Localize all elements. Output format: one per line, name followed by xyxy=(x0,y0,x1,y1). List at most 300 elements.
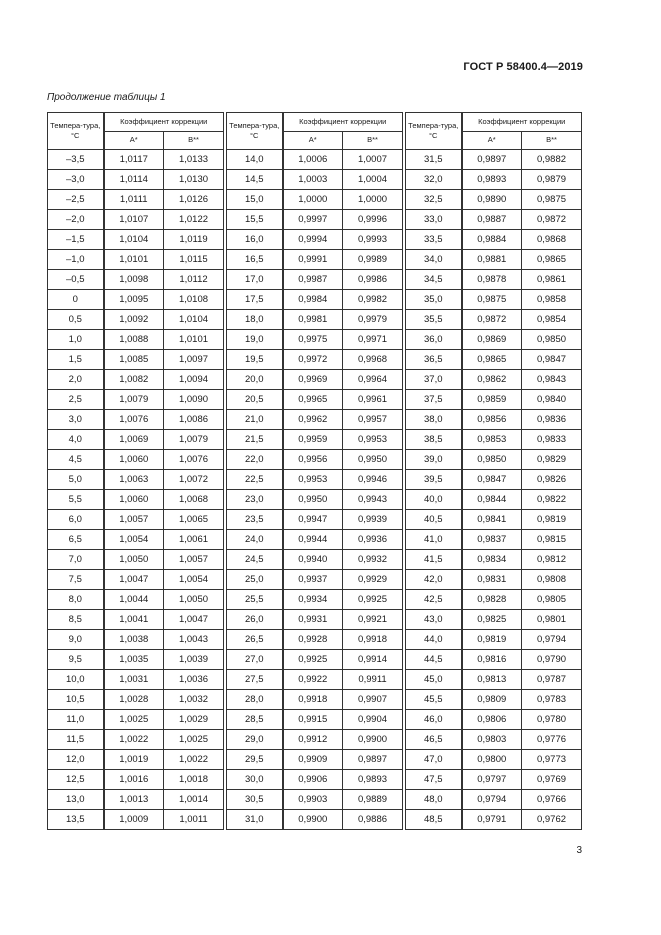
coefficient-a-cell: 0,9862 xyxy=(462,370,522,390)
temperature-cell: 25,5 xyxy=(227,590,283,610)
coefficient-a-cell: 0,9918 xyxy=(283,690,343,710)
coefficient-a-cell: 0,9969 xyxy=(283,370,343,390)
table-row xyxy=(406,710,582,730)
coefficient-b-cell: 1,0126 xyxy=(164,190,224,210)
coefficient-a-cell: 0,9887 xyxy=(462,210,522,230)
temperature-cell: 21,0 xyxy=(227,410,283,430)
coefficient-a-cell: 0,9859 xyxy=(462,390,522,410)
coefficient-b-cell: 1,0104 xyxy=(164,310,224,330)
table-row xyxy=(406,370,582,390)
temperature-cell: 45,0 xyxy=(406,670,462,690)
temperature-cell: –0,5 xyxy=(48,270,104,290)
coefficient-b-cell: 1,0047 xyxy=(164,610,224,630)
coefficient-a-cell: 0,9856 xyxy=(462,410,522,430)
coefficient-a-cell: 0,9841 xyxy=(462,510,522,530)
temperature-cell: 48,0 xyxy=(406,790,462,810)
coefficient-a-cell: 0,9794 xyxy=(462,790,522,810)
coefficient-a-cell: 1,0088 xyxy=(104,330,164,350)
temperature-cell: 33,5 xyxy=(406,230,462,250)
coefficient-a-cell: 1,0038 xyxy=(104,630,164,650)
coefficient-b-cell: 0,9964 xyxy=(343,370,403,390)
temperature-cell: 31,5 xyxy=(406,150,462,170)
coefficient-b-cell: 0,9836 xyxy=(522,410,582,430)
table-row xyxy=(406,530,582,550)
coefficient-a-cell: 0,9813 xyxy=(462,670,522,690)
coefficient-a-cell: 1,0006 xyxy=(283,150,343,170)
table-row xyxy=(48,250,224,270)
coefficient-b-cell: 0,9833 xyxy=(522,430,582,450)
table-row xyxy=(48,490,224,510)
coefficient-b-cell: 0,9936 xyxy=(343,530,403,550)
table-row xyxy=(406,390,582,410)
coefficient-b-cell: 0,9971 xyxy=(343,330,403,350)
coefficient-b-cell: 0,9776 xyxy=(522,730,582,750)
table-row xyxy=(48,270,224,290)
temperature-cell: 30,5 xyxy=(227,790,283,810)
header-temperature: Темпера-тура, °С xyxy=(227,113,283,150)
temperature-cell: 20,5 xyxy=(227,390,283,410)
table-row xyxy=(406,210,582,230)
temperature-cell: 41,5 xyxy=(406,550,462,570)
temperature-cell: 32,0 xyxy=(406,170,462,190)
coefficient-b-cell: 0,9783 xyxy=(522,690,582,710)
coefficient-a-cell: 1,0016 xyxy=(104,770,164,790)
table-row xyxy=(48,190,224,210)
header-correction-coefficient: Коэффициент коррекции xyxy=(462,113,582,132)
coefficient-a-cell: 1,0057 xyxy=(104,510,164,530)
coefficient-a-cell: 1,0019 xyxy=(104,750,164,770)
table-row xyxy=(406,230,582,250)
coefficient-a-cell: 1,0114 xyxy=(104,170,164,190)
coefficient-b-cell: 1,0133 xyxy=(164,150,224,170)
coefficient-a-cell: 0,9909 xyxy=(283,750,343,770)
table-row xyxy=(406,190,582,210)
coefficient-a-cell: 0,9884 xyxy=(462,230,522,250)
temperature-cell: 40,5 xyxy=(406,510,462,530)
coefficient-a-cell: 1,0022 xyxy=(104,730,164,750)
coefficient-a-cell: 0,9972 xyxy=(283,350,343,370)
temperature-cell: 39,0 xyxy=(406,450,462,470)
coefficient-b-cell: 1,0032 xyxy=(164,690,224,710)
coefficient-b-cell: 1,0022 xyxy=(164,750,224,770)
coefficient-b-cell: 1,0068 xyxy=(164,490,224,510)
table-row xyxy=(406,450,582,470)
coefficient-a-cell: 1,0044 xyxy=(104,590,164,610)
coefficient-a-cell: 1,0092 xyxy=(104,310,164,330)
correction-table-2 xyxy=(226,112,403,830)
coefficient-a-cell: 0,9881 xyxy=(462,250,522,270)
temperature-cell: 24,5 xyxy=(227,550,283,570)
table-row xyxy=(227,410,403,430)
header-b: B** xyxy=(164,131,224,150)
temperature-cell: 9,5 xyxy=(48,650,104,670)
coefficient-b-cell: 0,9953 xyxy=(343,430,403,450)
coefficient-a-cell: 0,9853 xyxy=(462,430,522,450)
coefficient-a-cell: 0,9847 xyxy=(462,470,522,490)
coefficient-a-cell: 0,9981 xyxy=(283,310,343,330)
coefficient-b-cell: 0,9829 xyxy=(522,450,582,470)
coefficient-b-cell: 1,0108 xyxy=(164,290,224,310)
coefficient-b-cell: 0,9929 xyxy=(343,570,403,590)
coefficient-a-cell: 1,0009 xyxy=(104,810,164,830)
table-row xyxy=(48,550,224,570)
table-row xyxy=(406,770,582,790)
table-row xyxy=(406,750,582,770)
coefficient-a-cell: 1,0098 xyxy=(104,270,164,290)
temperature-cell: 37,5 xyxy=(406,390,462,410)
coefficient-a-cell: 0,9819 xyxy=(462,630,522,650)
table-row xyxy=(48,650,224,670)
temperature-cell: 24,0 xyxy=(227,530,283,550)
coefficient-a-cell: 0,9797 xyxy=(462,770,522,790)
temperature-cell: 16,0 xyxy=(227,230,283,250)
table-row xyxy=(48,450,224,470)
coefficient-a-cell: 0,9897 xyxy=(462,150,522,170)
table-row xyxy=(406,610,582,630)
coefficient-a-cell: 0,9844 xyxy=(462,490,522,510)
coefficient-b-cell: 0,9826 xyxy=(522,470,582,490)
temperature-cell: 25,0 xyxy=(227,570,283,590)
coefficient-b-cell: 0,9943 xyxy=(343,490,403,510)
table-row xyxy=(227,430,403,450)
coefficient-a-cell: 1,0025 xyxy=(104,710,164,730)
temperature-cell: 20,0 xyxy=(227,370,283,390)
coefficient-b-cell: 0,9762 xyxy=(522,810,582,830)
coefficient-a-cell: 1,0047 xyxy=(104,570,164,590)
table-row xyxy=(48,150,224,170)
temperature-cell: 42,0 xyxy=(406,570,462,590)
coefficient-b-cell: 0,9986 xyxy=(343,270,403,290)
temperature-cell: 22,5 xyxy=(227,470,283,490)
table-row xyxy=(48,770,224,790)
table-row xyxy=(48,410,224,430)
table-row xyxy=(48,330,224,350)
coefficient-a-cell: 0,9925 xyxy=(283,650,343,670)
temperature-cell: 47,0 xyxy=(406,750,462,770)
table-row xyxy=(48,510,224,530)
temperature-cell: 22,0 xyxy=(227,450,283,470)
temperature-cell: 19,0 xyxy=(227,330,283,350)
table-row xyxy=(227,170,403,190)
coefficient-a-cell: 0,9915 xyxy=(283,710,343,730)
table-row xyxy=(48,310,224,330)
coefficient-a-cell: 1,0079 xyxy=(104,390,164,410)
table-row xyxy=(48,570,224,590)
temperature-cell: 4,5 xyxy=(48,450,104,470)
coefficient-a-cell: 0,9828 xyxy=(462,590,522,610)
header-temperature: Темпера-тура, °С xyxy=(406,113,462,150)
header-correction-coefficient: Коэффициент коррекции xyxy=(104,113,224,132)
table-row xyxy=(406,350,582,370)
table-row xyxy=(227,710,403,730)
coefficient-b-cell: 0,9801 xyxy=(522,610,582,630)
coefficient-a-cell: 0,9906 xyxy=(283,770,343,790)
temperature-cell: 40,0 xyxy=(406,490,462,510)
temperature-cell: 10,5 xyxy=(48,690,104,710)
coefficient-b-cell: 0,9893 xyxy=(343,770,403,790)
table-row xyxy=(227,350,403,370)
table-row xyxy=(48,750,224,770)
temperature-cell: 28,0 xyxy=(227,690,283,710)
temperature-cell: 17,0 xyxy=(227,270,283,290)
coefficient-a-cell: 0,9800 xyxy=(462,750,522,770)
coefficient-a-cell: 0,9984 xyxy=(283,290,343,310)
table-row xyxy=(227,770,403,790)
temperature-cell: 38,5 xyxy=(406,430,462,450)
table-row xyxy=(48,290,224,310)
temperature-cell: 12,0 xyxy=(48,750,104,770)
coefficient-a-cell: 0,9922 xyxy=(283,670,343,690)
temperature-cell: –3,0 xyxy=(48,170,104,190)
table-row xyxy=(406,570,582,590)
table-row xyxy=(227,390,403,410)
coefficient-b-cell: 0,9921 xyxy=(343,610,403,630)
coefficient-b-cell: 0,9875 xyxy=(522,190,582,210)
table-row xyxy=(227,610,403,630)
coefficient-a-cell: 1,0035 xyxy=(104,650,164,670)
table-row xyxy=(48,470,224,490)
coefficient-b-cell: 1,0043 xyxy=(164,630,224,650)
coefficient-a-cell: 1,0060 xyxy=(104,450,164,470)
coefficient-a-cell: 1,0041 xyxy=(104,610,164,630)
coefficient-b-cell: 0,9854 xyxy=(522,310,582,330)
temperature-cell: 44,5 xyxy=(406,650,462,670)
temperature-cell: 27,5 xyxy=(227,670,283,690)
coefficient-a-cell: 0,9934 xyxy=(283,590,343,610)
table-row xyxy=(406,810,582,830)
coefficient-a-cell: 0,9903 xyxy=(283,790,343,810)
table-row xyxy=(48,170,224,190)
temperature-cell: 18,0 xyxy=(227,310,283,330)
temperature-cell: 21,5 xyxy=(227,430,283,450)
table-row xyxy=(48,690,224,710)
table-row xyxy=(48,670,224,690)
coefficient-b-cell: 0,9805 xyxy=(522,590,582,610)
coefficient-a-cell: 0,9950 xyxy=(283,490,343,510)
table-row xyxy=(48,350,224,370)
coefficient-b-cell: 0,9879 xyxy=(522,170,582,190)
coefficient-b-cell: 0,9904 xyxy=(343,710,403,730)
temperature-cell: –3,5 xyxy=(48,150,104,170)
table-row xyxy=(48,430,224,450)
temperature-cell: 41,0 xyxy=(406,530,462,550)
temperature-cell: 39,5 xyxy=(406,470,462,490)
coefficient-a-cell: 1,0050 xyxy=(104,550,164,570)
temperature-cell: 47,5 xyxy=(406,770,462,790)
coefficient-b-cell: 0,9939 xyxy=(343,510,403,530)
table-row xyxy=(406,330,582,350)
coefficient-b-cell: 0,9911 xyxy=(343,670,403,690)
temperature-cell: 35,5 xyxy=(406,310,462,330)
table-row xyxy=(48,710,224,730)
coefficient-a-cell: 1,0101 xyxy=(104,250,164,270)
coefficient-a-cell: 0,9931 xyxy=(283,610,343,630)
header-a: A* xyxy=(283,131,343,150)
coefficient-b-cell: 0,9982 xyxy=(343,290,403,310)
coefficient-a-cell: 0,9831 xyxy=(462,570,522,590)
coefficient-a-cell: 0,9850 xyxy=(462,450,522,470)
temperature-cell: 42,5 xyxy=(406,590,462,610)
coefficient-a-cell: 0,9837 xyxy=(462,530,522,550)
table-row xyxy=(227,690,403,710)
coefficient-a-cell: 0,9806 xyxy=(462,710,522,730)
temperature-cell: 8,5 xyxy=(48,610,104,630)
temperature-cell: 31,0 xyxy=(227,810,283,830)
temperature-cell: 48,5 xyxy=(406,810,462,830)
temperature-cell: 15,5 xyxy=(227,210,283,230)
coefficient-b-cell: 0,9925 xyxy=(343,590,403,610)
temperature-cell: 32,5 xyxy=(406,190,462,210)
temperature-cell: 44,0 xyxy=(406,630,462,650)
temperature-cell: 7,0 xyxy=(48,550,104,570)
coefficient-b-cell: 1,0011 xyxy=(164,810,224,830)
table-row xyxy=(227,210,403,230)
table-row xyxy=(406,150,582,170)
table-row xyxy=(227,470,403,490)
temperature-cell: 27,0 xyxy=(227,650,283,670)
temperature-cell: 2,5 xyxy=(48,390,104,410)
coefficient-b-cell: 0,9843 xyxy=(522,370,582,390)
coefficient-b-cell: 1,0007 xyxy=(343,150,403,170)
table-caption: Продолжение таблицы 1 xyxy=(47,92,166,103)
table-row xyxy=(48,730,224,750)
coefficient-a-cell: 1,0054 xyxy=(104,530,164,550)
coefficient-b-cell: 1,0000 xyxy=(343,190,403,210)
coefficient-b-cell: 0,9996 xyxy=(343,210,403,230)
table-row xyxy=(227,790,403,810)
coefficient-b-cell: 0,9968 xyxy=(343,350,403,370)
table-row xyxy=(227,450,403,470)
table-row xyxy=(227,730,403,750)
table-row xyxy=(406,590,582,610)
coefficient-a-cell: 0,9947 xyxy=(283,510,343,530)
temperature-cell: 19,5 xyxy=(227,350,283,370)
table-row xyxy=(406,670,582,690)
coefficient-a-cell: 0,9865 xyxy=(462,350,522,370)
coefficient-a-cell: 1,0060 xyxy=(104,490,164,510)
temperature-cell: 36,5 xyxy=(406,350,462,370)
coefficient-b-cell: 0,9794 xyxy=(522,630,582,650)
correction-table-1 xyxy=(47,112,224,830)
coefficient-b-cell: 0,9897 xyxy=(343,750,403,770)
coefficient-b-cell: 1,0094 xyxy=(164,370,224,390)
coefficient-a-cell: 0,9997 xyxy=(283,210,343,230)
coefficient-b-cell: 0,9766 xyxy=(522,790,582,810)
temperature-cell: 34,0 xyxy=(406,250,462,270)
table-row xyxy=(227,330,403,350)
table-row xyxy=(48,230,224,250)
table-row xyxy=(406,730,582,750)
coefficient-a-cell: 0,9912 xyxy=(283,730,343,750)
coefficient-b-cell: 0,9946 xyxy=(343,470,403,490)
temperature-cell: 37,0 xyxy=(406,370,462,390)
coefficient-b-cell: 0,9932 xyxy=(343,550,403,570)
temperature-cell: 34,5 xyxy=(406,270,462,290)
table-row xyxy=(227,150,403,170)
temperature-cell: 5,5 xyxy=(48,490,104,510)
coefficient-b-cell: 1,0036 xyxy=(164,670,224,690)
coefficient-a-cell: 0,9890 xyxy=(462,190,522,210)
coefficient-b-cell: 0,9868 xyxy=(522,230,582,250)
coefficient-a-cell: 0,9878 xyxy=(462,270,522,290)
coefficient-a-cell: 0,9834 xyxy=(462,550,522,570)
table-row xyxy=(227,590,403,610)
table-row xyxy=(406,270,582,290)
header-a: A* xyxy=(462,131,522,150)
temperature-cell: 1,5 xyxy=(48,350,104,370)
coefficient-a-cell: 0,9937 xyxy=(283,570,343,590)
coefficient-b-cell: 0,9886 xyxy=(343,810,403,830)
coefficient-b-cell: 0,9819 xyxy=(522,510,582,530)
coefficient-a-cell: 1,0063 xyxy=(104,470,164,490)
temperature-cell: 46,5 xyxy=(406,730,462,750)
coefficient-b-cell: 1,0079 xyxy=(164,430,224,450)
temperature-cell: 9,0 xyxy=(48,630,104,650)
coefficient-a-cell: 1,0082 xyxy=(104,370,164,390)
coefficient-b-cell: 0,9950 xyxy=(343,450,403,470)
coefficient-b-cell: 1,0101 xyxy=(164,330,224,350)
coefficient-b-cell: 0,9872 xyxy=(522,210,582,230)
temperature-cell: 17,5 xyxy=(227,290,283,310)
table-row xyxy=(227,550,403,570)
table-row xyxy=(406,310,582,330)
table-row xyxy=(227,270,403,290)
coefficient-b-cell: 1,0122 xyxy=(164,210,224,230)
coefficient-b-cell: 0,9815 xyxy=(522,530,582,550)
table-row xyxy=(406,410,582,430)
temperature-cell: 5,0 xyxy=(48,470,104,490)
table-row xyxy=(406,250,582,270)
coefficient-b-cell: 0,9957 xyxy=(343,410,403,430)
coefficient-b-cell: 0,9773 xyxy=(522,750,582,770)
coefficient-a-cell: 0,9816 xyxy=(462,650,522,670)
temperature-cell: 11,5 xyxy=(48,730,104,750)
table-row xyxy=(48,370,224,390)
table-row xyxy=(48,790,224,810)
table-row xyxy=(48,590,224,610)
table-row xyxy=(227,310,403,330)
table-row xyxy=(48,210,224,230)
temperature-cell: 14,5 xyxy=(227,170,283,190)
table-row xyxy=(227,250,403,270)
coefficient-a-cell: 0,9900 xyxy=(283,810,343,830)
table-row xyxy=(227,810,403,830)
coefficient-a-cell: 0,9944 xyxy=(283,530,343,550)
coefficient-a-cell: 1,0085 xyxy=(104,350,164,370)
temperature-cell: 23,5 xyxy=(227,510,283,530)
table-row xyxy=(406,690,582,710)
coefficient-a-cell: 1,0104 xyxy=(104,230,164,250)
coefficient-a-cell: 0,9869 xyxy=(462,330,522,350)
coefficient-b-cell: 0,9907 xyxy=(343,690,403,710)
coefficient-a-cell: 0,9975 xyxy=(283,330,343,350)
temperature-cell: 1,0 xyxy=(48,330,104,350)
header-correction-coefficient: Коэффициент коррекции xyxy=(283,113,403,132)
temperature-cell: 0 xyxy=(48,290,104,310)
coefficient-b-cell: 1,0061 xyxy=(164,530,224,550)
coefficient-b-cell: 0,9889 xyxy=(343,790,403,810)
coefficient-a-cell: 1,0000 xyxy=(283,190,343,210)
coefficient-a-cell: 0,9825 xyxy=(462,610,522,630)
coefficient-a-cell: 0,9991 xyxy=(283,250,343,270)
temperature-cell: 43,0 xyxy=(406,610,462,630)
table-row xyxy=(227,230,403,250)
document-code: ГОСТ Р 58400.4—2019 xyxy=(463,61,583,73)
table-row xyxy=(48,390,224,410)
temperature-cell: 38,0 xyxy=(406,410,462,430)
temperature-cell: –2,0 xyxy=(48,210,104,230)
table-row xyxy=(227,370,403,390)
